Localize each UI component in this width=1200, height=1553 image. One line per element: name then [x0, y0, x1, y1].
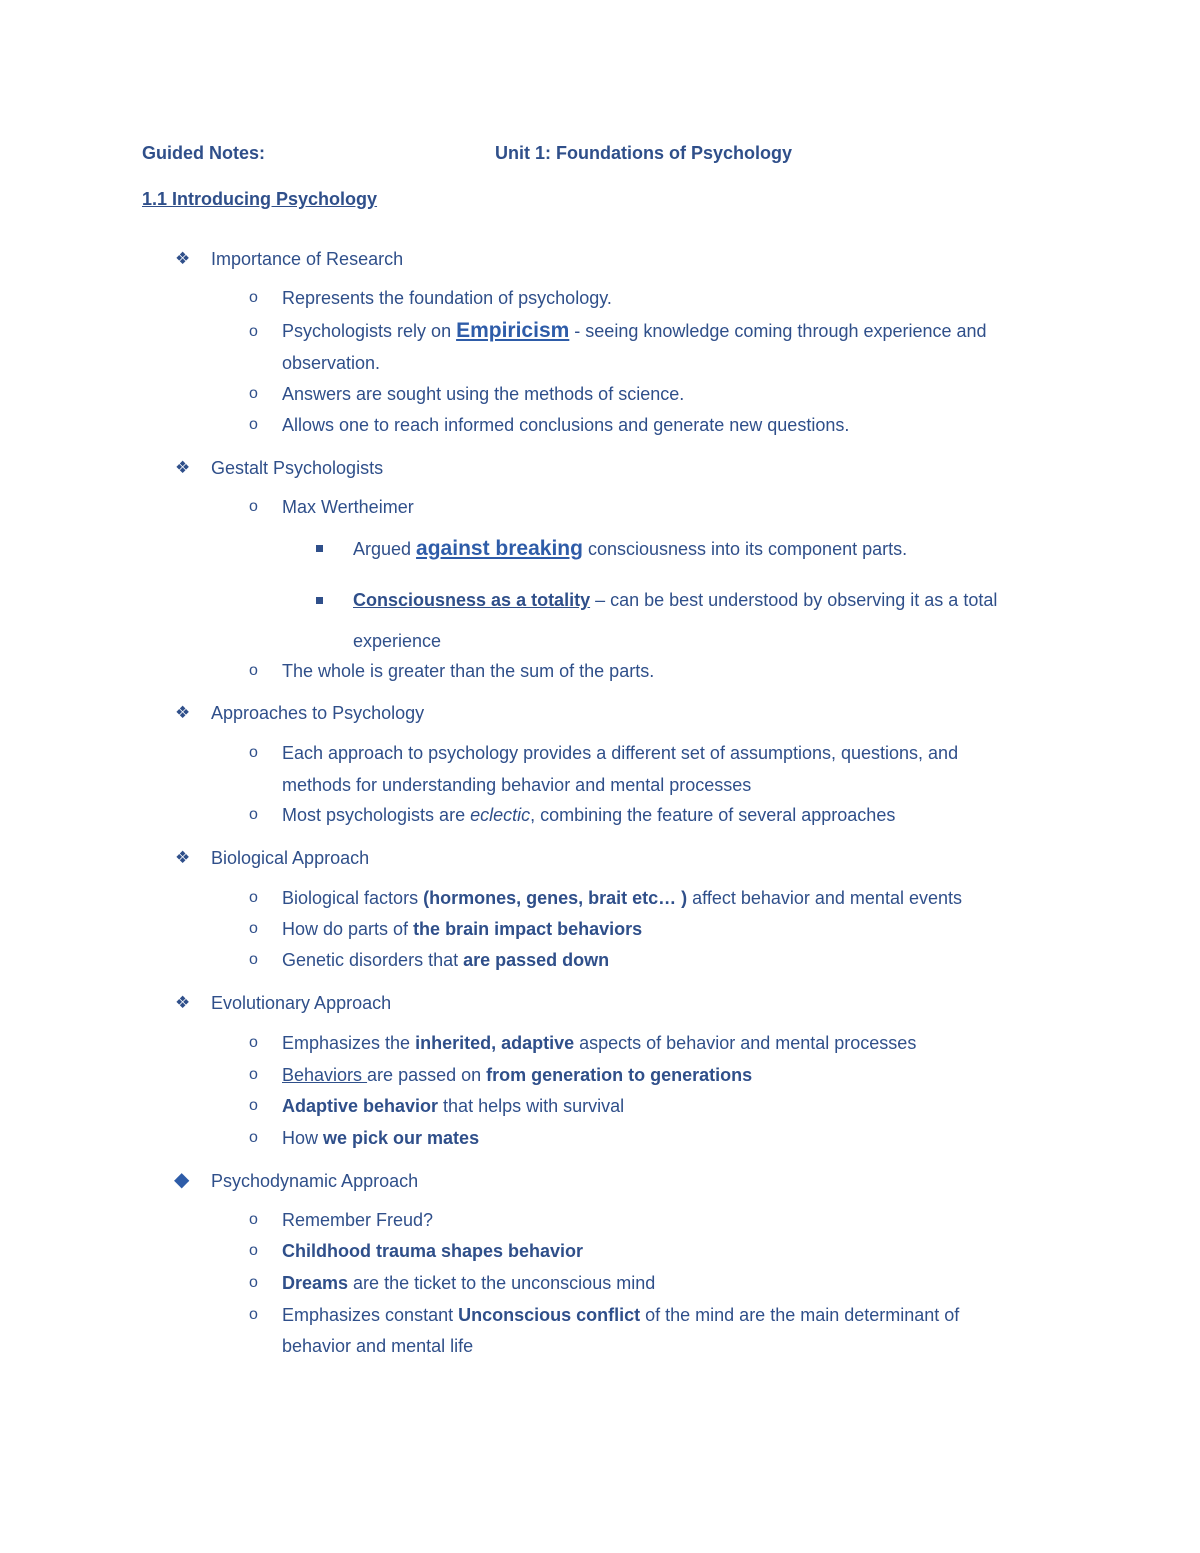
- diamond-bullet-icon: ❖: [175, 848, 191, 867]
- circle-bullet-icon: o: [249, 1274, 258, 1291]
- term-eclectic: eclectic: [470, 805, 531, 825]
- term-unconscious-conflict: Unconscious conflict: [458, 1305, 641, 1325]
- term-brain-impact: the brain impact behaviors: [413, 919, 643, 939]
- research-bullet-4: Allows one to reach informed conclusions and generate new questions.: [282, 415, 850, 435]
- term-consciousness-totality: Consciousness as a totality: [353, 590, 591, 610]
- square-bullet-icon: [316, 545, 323, 552]
- circle-bullet-icon: o: [249, 416, 258, 433]
- gestalt-bullet-2: The whole is greater than the sum of the parts.: [282, 661, 655, 681]
- term-passed-down: are passed down: [463, 950, 610, 970]
- circle-bullet-icon: o: [249, 289, 258, 306]
- square-bullet-icon: [316, 597, 323, 604]
- term-dreams: Dreams: [282, 1273, 349, 1293]
- psychodynamic-bullet-4: [282, 1303, 959, 1327]
- term-generations: from generation to generations: [486, 1065, 753, 1085]
- circle-bullet-icon: o: [249, 385, 258, 402]
- approaches-bullet-2: [282, 803, 895, 827]
- heading-biological: Biological Approach: [211, 848, 370, 868]
- evolutionary-bullet-3: [282, 1094, 624, 1118]
- evolutionary-bullet-4: [282, 1126, 479, 1150]
- term-adaptive-behavior: Adaptive behavior: [282, 1096, 439, 1116]
- text: are passed on: [367, 1065, 487, 1085]
- text: Most psychologists are: [282, 805, 471, 825]
- term-inherited-adaptive: inherited, adaptive: [415, 1033, 575, 1053]
- approaches-bullet-1: Each approach to psychology provides a different set of assumptions, questions, and: [282, 743, 959, 763]
- text: – can be best understood by observing it as a total: [590, 590, 998, 610]
- circle-bullet-icon: o: [249, 1097, 258, 1114]
- research-bullet-2: [282, 319, 987, 343]
- heading-evolutionary: Evolutionary Approach: [211, 993, 392, 1013]
- text: aspects of behavior and mental processes: [574, 1033, 917, 1053]
- term-empiricism: Empiricism: [456, 319, 570, 342]
- text: Genetic disorders that: [282, 950, 464, 970]
- circle-bullet-icon: o: [249, 662, 258, 679]
- diamond-bullet-icon: ❖: [175, 249, 191, 268]
- circle-bullet-icon: o: [249, 498, 258, 515]
- circle-bullet-icon: o: [249, 920, 258, 937]
- approaches-bullet-1-cont: methods for understanding behavior and mental processes: [282, 775, 752, 795]
- psychodynamic-bullet-1: Remember Freud?: [282, 1210, 434, 1230]
- evolutionary-bullet-1: [282, 1031, 916, 1055]
- gestalt-bullet-1: Max Wertheimer: [282, 497, 414, 517]
- heading-research: Importance of Research: [211, 249, 404, 269]
- psychodynamic-bullet-3: [282, 1271, 655, 1295]
- circle-bullet-icon: o: [249, 744, 258, 761]
- diamond-bullet-icon: ❖: [175, 703, 191, 722]
- text: Emphasizes constant: [282, 1305, 459, 1325]
- circle-bullet-icon: o: [249, 1129, 258, 1146]
- heading-approaches: Approaches to Psychology: [211, 703, 425, 723]
- diamond-bullet-icon: ❖: [175, 993, 191, 1012]
- text: How: [282, 1128, 324, 1148]
- gestalt-sub-2-cont: experience: [353, 631, 442, 651]
- circle-bullet-icon: o: [249, 1306, 258, 1323]
- biological-bullet-1: [282, 886, 962, 910]
- research-bullet-1: Represents the foundation of psychology.: [282, 288, 612, 308]
- psychodynamic-bullet-4-cont: behavior and mental life: [282, 1336, 474, 1356]
- solid-diamond-bullet-icon: ◆: [174, 1169, 190, 1191]
- research-bullet-2-cont: observation.: [282, 353, 381, 373]
- term-factors: (hormones, genes, brait etc… ): [423, 888, 688, 908]
- circle-bullet-icon: o: [249, 323, 258, 340]
- term-pick-mates: we pick our mates: [323, 1128, 480, 1148]
- term-behaviors: Behaviors: [282, 1065, 368, 1085]
- text: , combining the feature of several approaches: [530, 805, 896, 825]
- circle-bullet-icon: o: [249, 806, 258, 823]
- gestalt-sub-2: [353, 588, 997, 612]
- text: affect behavior and mental events: [687, 888, 962, 908]
- evolutionary-bullet-2: [282, 1063, 752, 1087]
- text: How do parts of: [282, 919, 414, 939]
- psychodynamic-bullet-2: Childhood trauma shapes behavior: [282, 1241, 584, 1261]
- biological-bullet-2: [282, 917, 642, 941]
- text: Biological factors: [282, 888, 424, 908]
- research-bullet-3: Answers are sought using the methods of science.: [282, 384, 685, 404]
- text: Argued: [353, 539, 417, 559]
- heading-gestalt: Gestalt Psychologists: [211, 458, 384, 478]
- heading-psychodynamic: Psychodynamic Approach: [211, 1171, 419, 1191]
- circle-bullet-icon: o: [249, 889, 258, 906]
- header-unit-title: Unit 1: Foundations of Psychology: [495, 143, 792, 163]
- circle-bullet-icon: o: [249, 1066, 258, 1083]
- text: that helps with survival: [438, 1096, 625, 1116]
- diamond-bullet-icon: ❖: [175, 458, 191, 477]
- circle-bullet-icon: o: [249, 951, 258, 968]
- text: of the mind are the main determinant of: [640, 1305, 960, 1325]
- text: - seeing knowledge coming through experience and: [569, 321, 987, 341]
- gestalt-sub-1: [353, 537, 907, 561]
- text: are the ticket to the unconscious mind: [348, 1273, 656, 1293]
- text: consciousness into its component parts.: [582, 539, 908, 559]
- document-header: [142, 143, 1042, 171]
- circle-bullet-icon: o: [249, 1242, 258, 1259]
- circle-bullet-icon: o: [249, 1034, 258, 1051]
- term-against-breaking: against breaking: [416, 537, 583, 560]
- circle-bullet-icon: o: [249, 1211, 258, 1228]
- text: Emphasizes the: [282, 1033, 416, 1053]
- biological-bullet-3: [282, 948, 609, 972]
- header-guided-notes: Guided Notes:: [142, 143, 266, 163]
- text: Psychologists rely on: [282, 321, 457, 341]
- section-title: 1.1 Introducing Psychology: [142, 189, 378, 209]
